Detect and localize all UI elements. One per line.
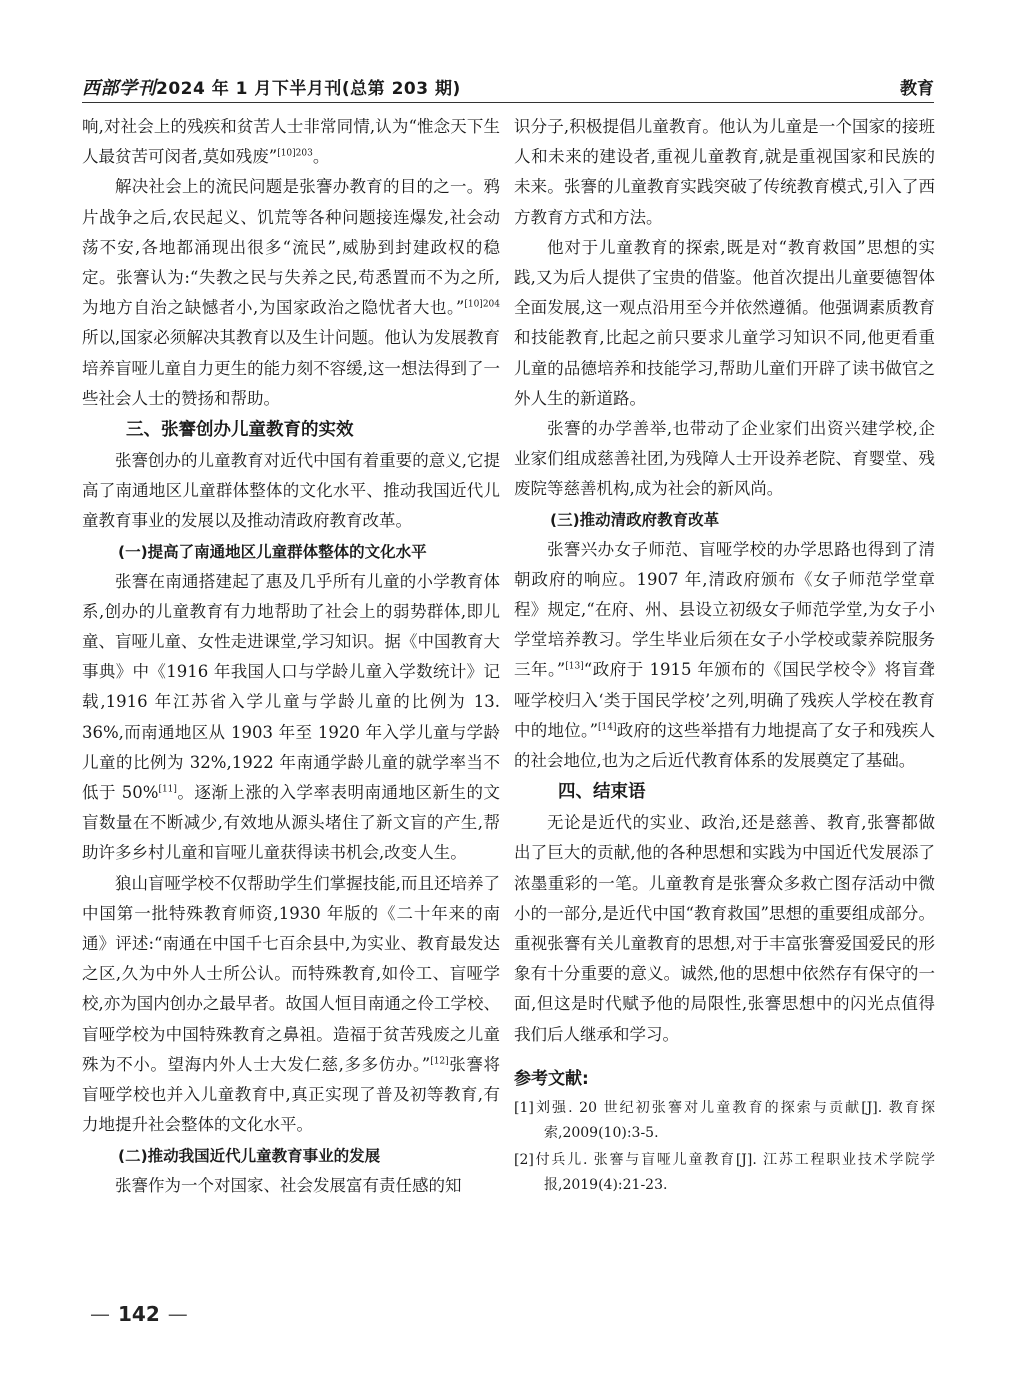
citation: [10]203 bbox=[277, 148, 313, 159]
subsection-heading: (一)提高了南通地区儿童群体整体的文化水平 bbox=[118, 542, 427, 561]
reference-item: [2]付兵儿. 张謇与盲哑儿童教育[J]. 江苏工程职业技术学院学报,2019(4):21-23. bbox=[514, 1151, 935, 1193]
page-header bbox=[82, 70, 934, 104]
footer-dash: — bbox=[167, 1302, 188, 1326]
paragraph: 无论是近代的实业、政治,还是慈善、教育,张謇都做出了巨大的贡献,他的各种思想和实践为中国近代发展添了浓墨重彩的一笔。儿童教育是张謇众多救亡图存活动中微小的一部分,是近代中国“教育救国”思想的重要组成部分。重视张謇有关儿童教育的思想,对于丰富张謇爱国爱民的形象有十分重要的意义。诚然,他的思想中依然存有保守的一面,但这是时代赋予他的局限性,张謇思想中的闪光点值得我们后人继承和学习。 bbox=[514, 813, 935, 1044]
section-heading: 三、张謇创办儿童教育的实效 bbox=[126, 420, 354, 441]
page-number: 142 bbox=[118, 1302, 160, 1326]
citation: [12] bbox=[430, 1056, 449, 1067]
citation: [13] bbox=[565, 661, 584, 672]
subsection-heading: (二)推动我国近代儿童教育事业的发展 bbox=[118, 1146, 381, 1165]
citation: [14] bbox=[598, 722, 617, 733]
paragraph: 张謇作为一个对国家、社会发展富有责任感的知 bbox=[115, 1175, 462, 1195]
paragraph: 张謇兴办女子师范、盲哑学校的办学思路也得到了清朝政府的响应。1907 年,清政府颁布《女子师范学堂章程》规定,“在府、州、县设立初级女子师范学堂,为女子小学堂培养教习。学生毕业后须在女子小学校或蒙养院服务三年。”[13]“政府于 1915 年颁布的《国民学校令》将盲聋哑学校归入‘类于国民学校’之列,明确了残疾人学校在教育中的地位。”[14]政府的这些举措有力地提高了女子和残疾人的社会地位,也为之后近代教育体系的发展奠定了基础。 bbox=[514, 539, 936, 771]
subsection-heading: (三)推动清政府教育改革 bbox=[550, 510, 720, 529]
reference-item: [1]刘强. 20 世纪初张謇对儿童教育的探索与贡献[J]. 教育探索,2009(10):3-5. bbox=[514, 1099, 935, 1141]
left-column bbox=[82, 112, 500, 1201]
paragraph: 张謇的办学善举,也带动了企业家们出资兴建学校,企业家们组成慈善社团,为残障人士开设养老院、育婴堂、残废院等慈善机构,成为社会的新风尚。 bbox=[514, 419, 935, 499]
paragraph: 张謇在南通搭建起了惠及几乎所有儿童的小学教育体系,创办的儿童教育有力地帮助了社会上的弱势群体,即儿童、盲哑儿童、女性走进课堂,学习知识。据《中国教育大事典》中《1916 年我国人口与学龄儿童入学数统计》记载,1916 年江苏省入学儿童与学龄儿童的比例为 13. 36%,而南通地区从 1903 年至 1920 年入学儿童与学龄儿童的比例为 32%,1922 年南通学龄儿童的就学率当不低于 50%[11]。逐渐上涨的入学率表明南通地区新生的文盲数量在不断减少,有效地从源头堵住了新文盲的产生,帮助许多乡村儿童和盲哑儿童获得读书机会,改变人生。 bbox=[82, 571, 501, 863]
paragraph: 响,对社会上的残疾和贫苦人士非常同情,认为“惟念天下生人最贫苦可闵者,莫如残废”$^{[10]203}$。 bbox=[82, 117, 500, 167]
paragraph: 张謇创办的儿童教育对近代中国有着重要的意义,它提高了南通地区儿童群体整体的文化水平、推动我国近代儿童教育事业的发展以及推动清政府教育改革。 bbox=[82, 451, 500, 531]
journal-logo: 西部学刊 bbox=[82, 78, 156, 99]
paragraph: 他对于儿童教育的探索,既是对“教育救国”思想的实践,又为后人提供了宝贵的借鉴。他首次提出儿童要德智体全面发展,这一观点沿用至今并依然遵循。他强调素质教育和技能教育,比起之前只要求儿童学习知识不同,他更看重儿童的品德培养和技能学习,帮助儿童们开辟了读书做官之外人生的新道路。 bbox=[514, 237, 935, 408]
header-rule bbox=[82, 102, 934, 103]
paragraph: 解决社会上的流民问题是张謇办教育的目的之一。鸦片战争之后,农民起义、饥荒等各种问题接连爆发,社会动荡不安,各地都涌现出很多“流民”,威胁到封建政权的稳定。张謇认为:“失教之民与失养之民,苟悉置而不为之所,为地方自治之缺憾者小,为国家政治之隐忧者大也。”$^{[10]204}$所以,国家必须解决其教育以及生计问题。他认为发展教育培养盲哑儿童自力更生的能力刻不容缓,这一想法得到了一些社会人士的赞扬和帮助。 bbox=[82, 177, 500, 408]
section-heading: 四、结束语 bbox=[558, 782, 646, 803]
section-label: 教育 bbox=[900, 79, 934, 99]
right-column bbox=[514, 112, 935, 1200]
paragraph: 狼山盲哑学校不仅帮助学生们掌握技能,而且还培养了中国第一批特殊教育师资,1930 年版的《二十年来的南通》评述:“南通在中国千七百余县中,为实业、教育最发达之区,久为中外人士所公认。而特殊教育,如伶工、盲哑学校,亦为国内创办之最早者。故国人恒目南通之伶工学校、盲哑学校为中国特殊教育之鼻祖。造福于贫苦残废之儿童殊为不小。望海内外人士大发仁慈,多多仿办。”[12]张謇将盲哑学校也并入儿童教育中,真正实现了普及初等教育,有力地提升社会整体的文化水平。 bbox=[82, 873, 500, 1135]
references-title: 参考文献: bbox=[514, 1068, 589, 1089]
issue-text: 2024 年 1 月下半月刊(总第 203 期) bbox=[156, 79, 461, 99]
journal-issue bbox=[82, 74, 461, 100]
citation: [11] bbox=[158, 784, 177, 795]
page-footer bbox=[82, 1302, 196, 1326]
citation: [10]204 bbox=[464, 299, 500, 310]
paragraph: 识分子,积极提倡儿童教育。他认为儿童是一个国家的接班人和未来的建设者,重视儿童教育,就是重视国家和民族的未来。张謇的儿童教育实践突破了传统教育模式,引入了西方教育方式和方法。 bbox=[514, 117, 935, 227]
footer-dash: — bbox=[90, 1302, 110, 1326]
